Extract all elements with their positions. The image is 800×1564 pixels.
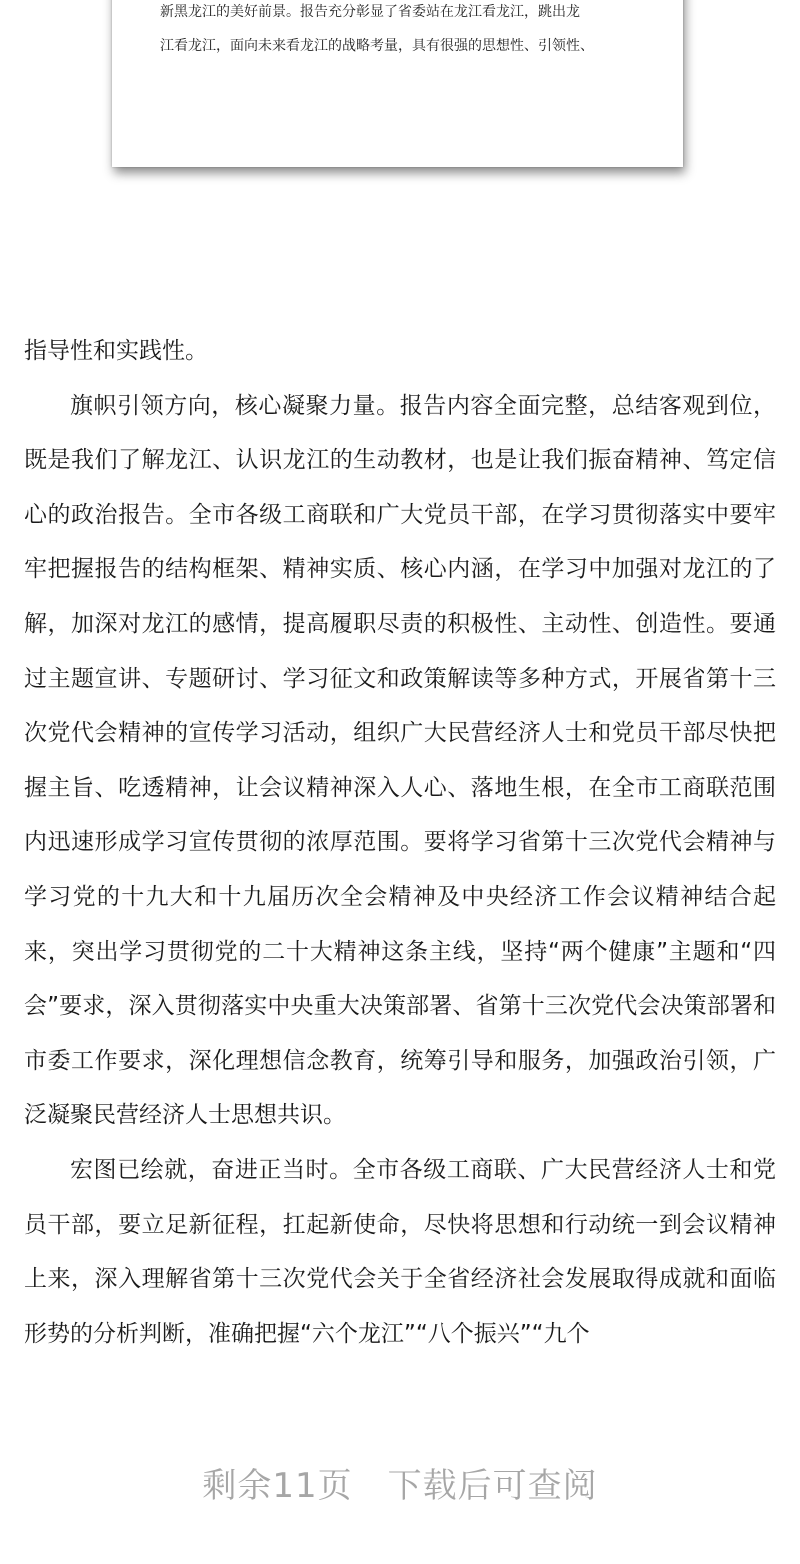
remaining-pages-download-prompt[interactable]: 剩余11页 下载后可查阅	[202, 1466, 598, 1506]
document-page-preview	[112, 0, 683, 167]
paragraph-continuation: 指导性和实践性。	[24, 338, 208, 364]
preview-text-line-2: 江看龙江，面向未来看龙江的战略考量，具有很强的思想性、引领性、	[160, 38, 594, 54]
paragraph-banner-leads: 旗帜引领方向，核心凝聚力量。报告内容全面完整，总结客观到位，既是我们了解龙江、认识龙江的生动教材，也是让我们振奋精神、笃定信心的政治报告。全市各级工商联和广大党员干部，在学习贯彻落实中要牢牢把握报告的结构框架、精神实质、核心内涵，在学习中加强对龙江的了解，加深对龙江的感情，提高履职尽责的积极性、主动性、创造性。要通过主题宣讲、专题研讨、学习征文和政策解读等多种方式，开展省第十三次党代会精神的宣传学习活动，组织广大民营经济人士和党员干部尽快把握主旨、吃透精神，让会议精神深入人心、落地生根，在全市工商联范围内迅速形成学习宣传贯彻的浓厚范围。要将学习省第十三次党代会精神与学习党的十九大和十九届历次全会精神及中央经济工作会议精神结合起来，突出学习贯彻党的二十大精神这条主线，坚持“两个健康”主题和“四会”要求，深入贯彻落实中央重大决策部署、省第十三次党代会决策部署和市委工作要求，深化理想信念教育，统筹引导和服务，加强政治引领，广泛凝聚民营经济人士思想共识。	[24, 392, 776, 1129]
paragraph-blueprint: 宏图已绘就，奋进正当时。全市各级工商联、广大民营经济人士和党员干部，要立足新征程，扛起新使命，尽快将思想和行动统一到会议精神上来，深入理解省第十三次党代会关于全省经济社会发展取得成就和面临形势的分析判断，准确把握“六个龙江”“八个振兴”“九个	[24, 1156, 776, 1347]
preview-text-line-1: 新黑龙江的美好前景。报告充分彰显了省委站在龙江看龙江，跳出龙	[160, 4, 580, 20]
article-body	[24, 324, 776, 1361]
